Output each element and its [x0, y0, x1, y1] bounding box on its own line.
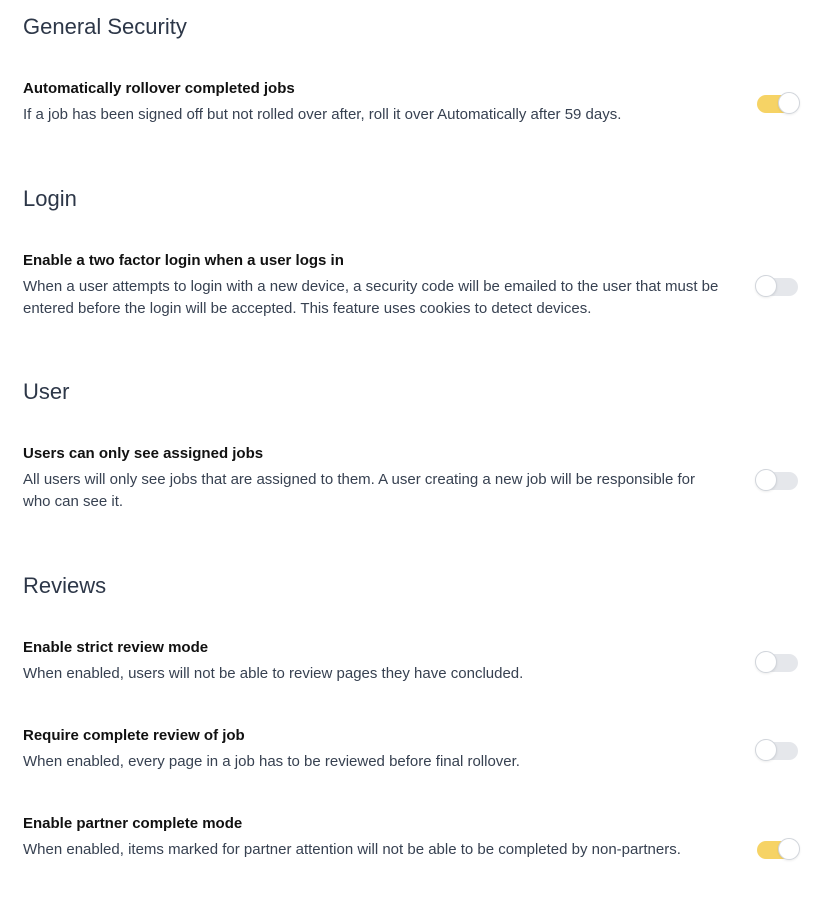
setting-description: When enabled, items marked for partner attention will not be able to be completed by non-partners. — [23, 841, 681, 858]
section-title-general-security: General Security — [23, 14, 187, 39]
toggle-knob — [755, 469, 777, 491]
strict-review-mode-toggle[interactable] — [756, 654, 798, 672]
setting-title: Enable partner complete mode — [23, 815, 243, 832]
setting-assigned-jobs-only — [23, 444, 723, 513]
section-title-reviews: Reviews — [23, 573, 107, 598]
setting-description: When enabled, users will not be able to review pages they have concluded. — [23, 665, 524, 682]
setting-title: Automatically rollover completed jobs — [23, 80, 295, 97]
setting-two-factor-login — [23, 251, 723, 320]
assigned-jobs-only-toggle[interactable] — [756, 472, 798, 490]
setting-title: Users can only see assigned jobs — [23, 445, 264, 462]
setting-title: Require complete review of job — [23, 727, 245, 744]
toggle-knob — [755, 275, 777, 297]
toggle-knob — [755, 651, 777, 673]
setting-description: When enabled, every page in a job has to be reviewed before final rollover. — [23, 753, 520, 770]
toggle-knob — [755, 739, 777, 761]
setting-partner-complete-mode — [23, 814, 723, 861]
setting-strict-review-mode — [23, 638, 723, 685]
setting-complete-review — [23, 726, 723, 773]
setting-description: All users will only see jobs that are assigned to them. A user creating a new job will be responsible for who can see it. — [23, 471, 696, 510]
two-factor-login-toggle[interactable] — [756, 278, 798, 296]
setting-auto-rollover — [23, 79, 723, 126]
section-title-user: User — [23, 379, 70, 404]
section-title-login: Login — [23, 186, 77, 211]
complete-review-toggle[interactable] — [756, 742, 798, 760]
setting-description: If a job has been signed off but not rolled over after, roll it over Automatically after 59 days. — [23, 106, 622, 123]
toggle-knob — [778, 92, 800, 114]
setting-title: Enable a two factor login when a user logs in — [23, 252, 344, 269]
partner-complete-mode-toggle[interactable] — [757, 841, 799, 859]
auto-rollover-toggle[interactable] — [757, 95, 799, 113]
setting-description: When a user attempts to login with a new device, a security code will be emailed to the user that must be entered before the login will be accepted. This feature uses cookies to detect devices. — [23, 278, 719, 317]
setting-title: Enable strict review mode — [23, 639, 209, 656]
toggle-knob — [778, 838, 800, 860]
